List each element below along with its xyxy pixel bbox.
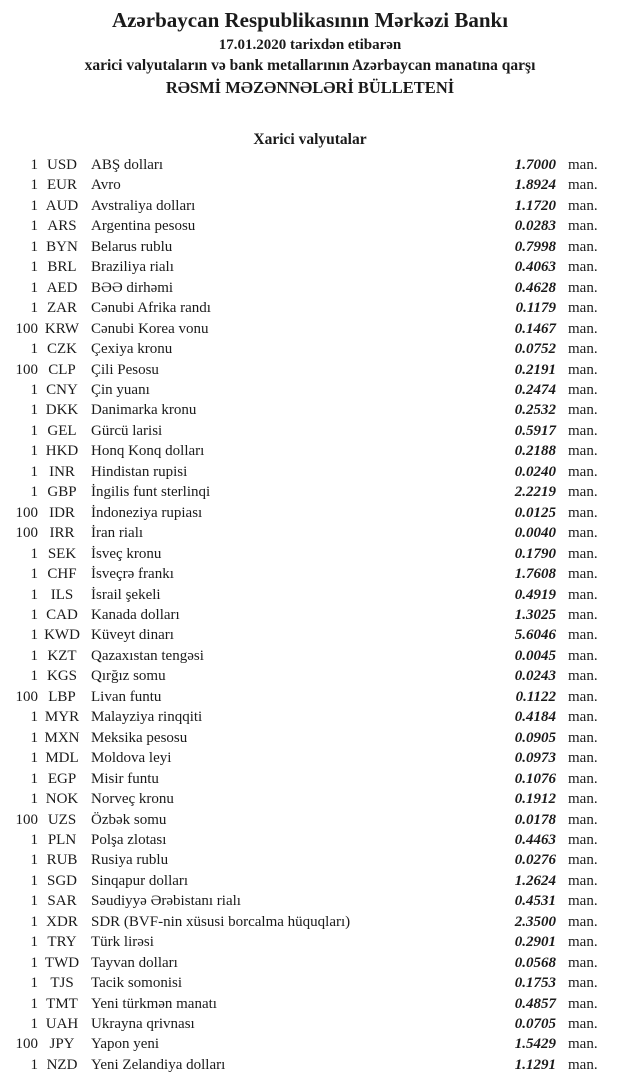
rate-value-cell: 0.0243 [514,668,556,685]
table-row [0,400,620,420]
rate-value-cell: 0.4063 [514,259,556,276]
table-row [0,830,620,850]
rate-value-cell: 0.0568 [514,954,556,971]
quantity-cell: 1 [30,157,38,173]
quantity-cell: 1 [30,954,38,971]
unit-cell: man. [568,934,598,951]
table-row [0,605,620,625]
currency-code-cell: SGD [46,872,77,889]
section-title-foreign-currencies: Xarici valyutalar [253,131,367,148]
unit-cell: man. [568,606,598,623]
unit-cell: man. [568,361,598,378]
unit-cell: man. [568,300,598,317]
table-row [0,360,620,380]
currency-code-cell: CLP [48,361,76,378]
quantity-cell: 1 [30,463,38,480]
unit-cell: man. [568,463,598,480]
quantity-cell: 1 [30,975,38,992]
currency-code-cell: GBP [47,484,77,501]
unit-cell: man. [568,381,598,398]
currency-name-cell: Qırğız somu [91,668,166,685]
rate-value-cell: 0.1753 [514,975,556,992]
unit-cell: man. [568,709,598,726]
rate-value-cell: 0.0752 [514,341,556,358]
quantity-cell: 100 [15,525,38,542]
currency-name-cell: Qazaxıstan tengəsi [91,647,204,664]
unit-cell: man. [568,1016,598,1033]
rate-value-cell: 1.1291 [514,1056,556,1073]
table-row [0,1034,620,1054]
currency-code-cell: MDL [45,750,79,767]
currency-name-cell: Honq Konq dolları [91,443,205,460]
quantity-cell: 1 [30,750,38,767]
currency-code-cell: TMT [46,995,78,1012]
quantity-cell: 100 [15,1036,38,1053]
rate-value-cell: 1.1720 [514,197,556,214]
table-row [0,237,620,257]
quantity-cell: 1 [30,443,38,460]
exchange-rates-table [0,155,620,1073]
document-subtitle: xarici valyutaların və bank metallarının Azərbaycan manatına qarşı [84,57,536,74]
currency-name-cell: Tacik somonisi [91,975,183,992]
currency-code-cell: NZD [46,1056,78,1073]
quantity-cell: 1 [30,770,38,787]
unit-cell: man. [568,320,598,337]
currency-code-cell: RUB [46,852,78,869]
currency-name-cell: ABŞ dolları [91,157,164,173]
currency-code-cell: EUR [47,177,77,194]
table-row [0,544,620,564]
currency-code-cell: MXN [44,729,80,746]
table-row [0,666,620,686]
currency-name-cell: İsrail şekeli [91,586,161,603]
rate-value-cell: 0.1467 [514,320,556,337]
unit-cell: man. [568,259,598,276]
currency-name-cell: Malayziya rinqqiti [91,709,203,726]
unit-cell: man. [568,279,598,296]
quantity-cell: 1 [30,586,38,603]
quantity-cell: 1 [30,300,38,317]
rate-value-cell: 0.4531 [514,893,556,910]
rate-value-cell: 2.2219 [514,484,556,501]
currency-name-cell: BƏƏ dirhəmi [91,279,174,296]
currency-code-cell: PLN [47,831,77,848]
unit-cell: man. [568,484,598,501]
quantity-cell: 1 [30,422,38,439]
unit-cell: man. [568,831,598,848]
unit-cell: man. [568,1036,598,1053]
table-row [0,175,620,195]
quantity-cell: 1 [30,218,38,235]
unit-cell: man. [568,157,598,173]
table-row [0,503,620,523]
table-row [0,421,620,441]
quantity-cell: 1 [30,402,38,419]
currency-name-cell: Hindistan rupisi [91,463,188,480]
currency-code-cell: UZS [47,811,77,828]
quantity-cell: 1 [30,872,38,889]
unit-cell: man. [568,545,598,562]
currency-name-cell: Misir funtu [91,770,159,787]
rate-value-cell: 1.8924 [514,177,556,194]
rate-value-cell: 1.7000 [514,157,556,173]
quantity-cell: 1 [30,831,38,848]
rate-value-cell: 0.4857 [514,995,556,1012]
table-row [0,789,620,809]
table-row [0,298,620,318]
quantity-cell: 1 [30,893,38,910]
table-row [0,871,620,891]
unit-cell: man. [568,893,598,910]
unit-cell: man. [568,504,598,521]
rate-value-cell: 0.0276 [514,852,556,869]
rate-value-cell: 1.7608 [514,566,556,583]
currency-code-cell: AUD [45,197,79,214]
quantity-cell: 1 [30,606,38,623]
table-row [0,441,620,461]
unit-cell: man. [568,811,598,828]
quantity-cell: 1 [30,566,38,583]
currency-code-cell: CHF [47,566,77,583]
rate-value-cell: 0.1790 [514,545,556,562]
quantity-cell: 1 [30,341,38,358]
quantity-cell: 1 [30,668,38,685]
rate-value-cell: 0.1179 [515,300,556,317]
quantity-cell: 100 [15,688,38,705]
currency-name-cell: Cənubi Afrika randı [91,300,211,317]
table-row [0,1014,620,1034]
currency-code-cell: SAR [47,893,77,910]
currency-code-cell: JPY [49,1036,75,1053]
rate-value-cell: 0.2188 [514,443,556,460]
currency-name-cell: Çexiya kronu [91,341,173,358]
table-row [0,523,620,543]
quantity-cell: 1 [30,238,38,255]
unit-cell: man. [568,1056,598,1073]
currency-code-cell: NOK [45,791,79,808]
rate-value-cell: 1.5429 [514,1036,556,1053]
currency-name-cell: Səudiyyə Ərəbistanı rialı [91,893,241,910]
table-row [0,482,620,502]
unit-cell: man. [568,341,598,358]
currency-code-cell: BYN [46,238,78,255]
table-row [0,196,620,216]
table-row [0,769,620,789]
rate-value-cell: 0.2901 [514,934,556,951]
table-row [0,994,620,1014]
table-row [0,1055,620,1073]
quantity-cell: 1 [30,934,38,951]
unit-cell: man. [568,750,598,767]
unit-cell: man. [568,688,598,705]
currency-name-cell: Tayvan dolları [91,954,178,971]
unit-cell: man. [568,422,598,439]
unit-cell: man. [568,566,598,583]
currency-code-cell: MYR [44,709,80,726]
unit-cell: man. [568,770,598,787]
rate-value-cell: 0.1122 [515,688,556,705]
currency-name-cell: Özbək somu [91,811,167,828]
currency-code-cell: KZT [47,647,77,664]
currency-code-cell: ARS [47,218,77,235]
table-row [0,891,620,911]
unit-cell: man. [568,218,598,235]
currency-code-cell: EGP [47,770,77,787]
unit-cell: man. [568,995,598,1012]
rate-value-cell: 0.0283 [514,218,556,235]
rate-value-cell: 0.0125 [514,504,556,521]
currency-name-cell: Küveyt dinarı [91,627,174,644]
table-row [0,585,620,605]
currency-code-cell: KGS [46,668,77,685]
quantity-cell: 1 [30,852,38,869]
currency-code-cell: CAD [46,606,78,623]
currency-code-cell: LBP [48,688,76,705]
table-row [0,953,620,973]
currency-name-cell: Braziliya rialı [91,259,174,276]
currency-name-cell: Türk lirəsi [91,934,154,951]
table-row [0,932,620,952]
currency-name-cell: İsveçrə frankı [91,566,174,583]
currency-name-cell: Avstraliya dolları [91,197,196,214]
quantity-cell: 1 [30,197,38,214]
currency-name-cell: Çin yuanı [91,381,150,398]
unit-cell: man. [568,668,598,685]
currency-name-cell: İndoneziya rupiası [91,504,203,521]
rate-value-cell: 0.2191 [514,361,556,378]
unit-cell: man. [568,197,598,214]
currency-code-cell: ZAR [47,300,77,317]
rate-value-cell: 0.4919 [514,586,556,603]
rate-value-cell: 0.2532 [514,402,556,419]
bulletin-title: RƏSMİ MƏZƏNNƏLƏRİ BÜLLETENİ [165,78,455,97]
currency-code-cell: UAH [45,1016,79,1033]
rate-value-cell: 1.3025 [514,606,556,623]
unit-cell: man. [568,586,598,603]
currency-name-cell: Çili Pesosu [91,361,159,378]
rate-value-cell: 5.6046 [514,627,556,644]
table-row [0,319,620,339]
unit-cell: man. [568,913,598,930]
rate-value-cell: 0.7998 [514,238,556,255]
unit-cell: man. [568,647,598,664]
quantity-cell: 1 [30,259,38,276]
currency-name-cell: Norveç kronu [91,791,174,808]
rate-value-cell: 0.0705 [514,1016,556,1033]
quantity-cell: 100 [15,320,38,337]
currency-code-cell: ILS [50,586,74,603]
table-row [0,462,620,482]
table-row [0,850,620,870]
currency-name-cell: Yapon yeni [91,1036,160,1053]
rate-value-cell: 0.0178 [514,811,556,828]
table-row [0,257,620,277]
rate-value-cell: 1.2624 [514,872,556,889]
currency-name-cell: Kanada dolları [91,606,180,623]
currency-name-cell: Gürcü larisi [91,422,163,439]
unit-cell: man. [568,852,598,869]
quantity-cell: 100 [15,811,38,828]
currency-code-cell: USD [46,157,77,173]
rate-value-cell: 0.2474 [514,381,556,398]
rate-value-cell: 0.4463 [514,831,556,848]
table-row [0,625,620,645]
rate-value-cell: 2.3500 [514,913,556,930]
rate-value-cell: 0.4184 [514,709,556,726]
currency-code-cell: KWD [44,627,80,644]
currency-name-cell: Rusiya rublu [91,852,169,869]
table-row [0,646,620,666]
currency-name-cell: Meksika pesosu [91,729,188,746]
currency-code-cell: KRW [44,320,80,337]
currency-name-cell: İran rialı [91,525,144,542]
quantity-cell: 1 [30,381,38,398]
quantity-cell: 1 [30,729,38,746]
currency-code-cell: HKD [45,443,79,460]
currency-code-cell: IDR [49,504,75,521]
table-row [0,748,620,768]
quantity-cell: 1 [30,279,38,296]
unit-cell: man. [568,954,598,971]
currency-name-cell: SDR (BVF-nin xüsusi borcalma hüquqları) [91,913,351,930]
quantity-cell: 1 [30,177,38,194]
currency-code-cell: IRR [49,525,75,542]
rate-value-cell: 0.5917 [514,422,556,439]
currency-name-cell: İsveç kronu [91,545,162,562]
quantity-cell: 1 [30,1016,38,1033]
quantity-cell: 1 [30,709,38,726]
quantity-cell: 1 [30,647,38,664]
currency-code-cell: SEK [47,545,77,562]
unit-cell: man. [568,402,598,419]
unit-cell: man. [568,525,598,542]
quantity-cell: 1 [30,1056,38,1073]
table-row [0,564,620,584]
currency-name-cell: Polşa zlotası [91,831,167,848]
document-header [0,0,620,99]
table-row [0,216,620,236]
quantity-cell: 1 [30,545,38,562]
currency-name-cell: Yeni türkmən manatı [91,995,217,1012]
table-row [0,707,620,727]
currency-name-cell: Livan funtu [91,688,162,705]
currency-code-cell: TWD [44,954,80,971]
currency-code-cell: CZK [47,341,77,358]
currency-name-cell: Belarus rublu [91,238,173,255]
currency-name-cell: Cənubi Korea vonu [91,320,209,337]
rate-value-cell: 0.0240 [514,463,556,480]
table-row [0,155,620,175]
rate-value-cell: 0.4628 [514,279,556,296]
unit-cell: man. [568,443,598,460]
currency-code-cell: XDR [46,913,78,930]
quantity-cell: 100 [15,504,38,521]
currency-code-cell: BRL [47,259,77,276]
table-row [0,278,620,298]
currency-code-cell: AED [46,279,78,296]
quantity-cell: 1 [30,995,38,1012]
rate-value-cell: 0.1912 [514,791,556,808]
unit-cell: man. [568,627,598,644]
table-row [0,973,620,993]
rate-value-cell: 0.1076 [514,770,556,787]
table-row [0,728,620,748]
currency-name-cell: Ukrayna qrivnası [91,1016,195,1033]
currency-code-cell: TJS [50,975,74,992]
currency-code-cell: TRY [47,934,77,951]
currency-code-cell: INR [49,463,75,480]
bank-title: Azərbaycan Respublikasının Mərkəzi Bankı [111,8,509,32]
quantity-cell: 100 [15,361,38,378]
table-row [0,339,620,359]
currency-name-cell: Moldova leyi [91,750,172,767]
unit-cell: man. [568,177,598,194]
unit-cell: man. [568,729,598,746]
table-row [0,687,620,707]
quantity-cell: 1 [30,627,38,644]
rate-value-cell: 0.0905 [514,729,556,746]
currency-name-cell: Danimarka kronu [91,402,197,419]
rate-value-cell: 0.0040 [514,525,556,542]
currency-name-cell: Argentina pesosu [91,218,196,235]
currency-name-cell: Avro [91,177,121,194]
rate-value-cell: 0.0973 [514,750,556,767]
rate-value-cell: 0.0045 [514,647,556,664]
currency-code-cell: CNY [46,381,78,398]
currency-name-cell: Sinqapur dolları [91,872,189,889]
unit-cell: man. [568,975,598,992]
unit-cell: man. [568,238,598,255]
quantity-cell: 1 [30,791,38,808]
table-row [0,380,620,400]
table-row [0,810,620,830]
effective-date: 17.01.2020 tarixdən etibarən [218,37,402,53]
quantity-cell: 1 [30,913,38,930]
currency-name-cell: İngilis funt sterlinqi [91,484,211,501]
unit-cell: man. [568,791,598,808]
currency-code-cell: GEL [47,422,77,439]
unit-cell: man. [568,872,598,889]
quantity-cell: 1 [30,484,38,501]
table-row [0,912,620,932]
currency-name-cell: Yeni Zelandiya dolları [91,1056,226,1073]
currency-code-cell: DKK [45,402,79,419]
